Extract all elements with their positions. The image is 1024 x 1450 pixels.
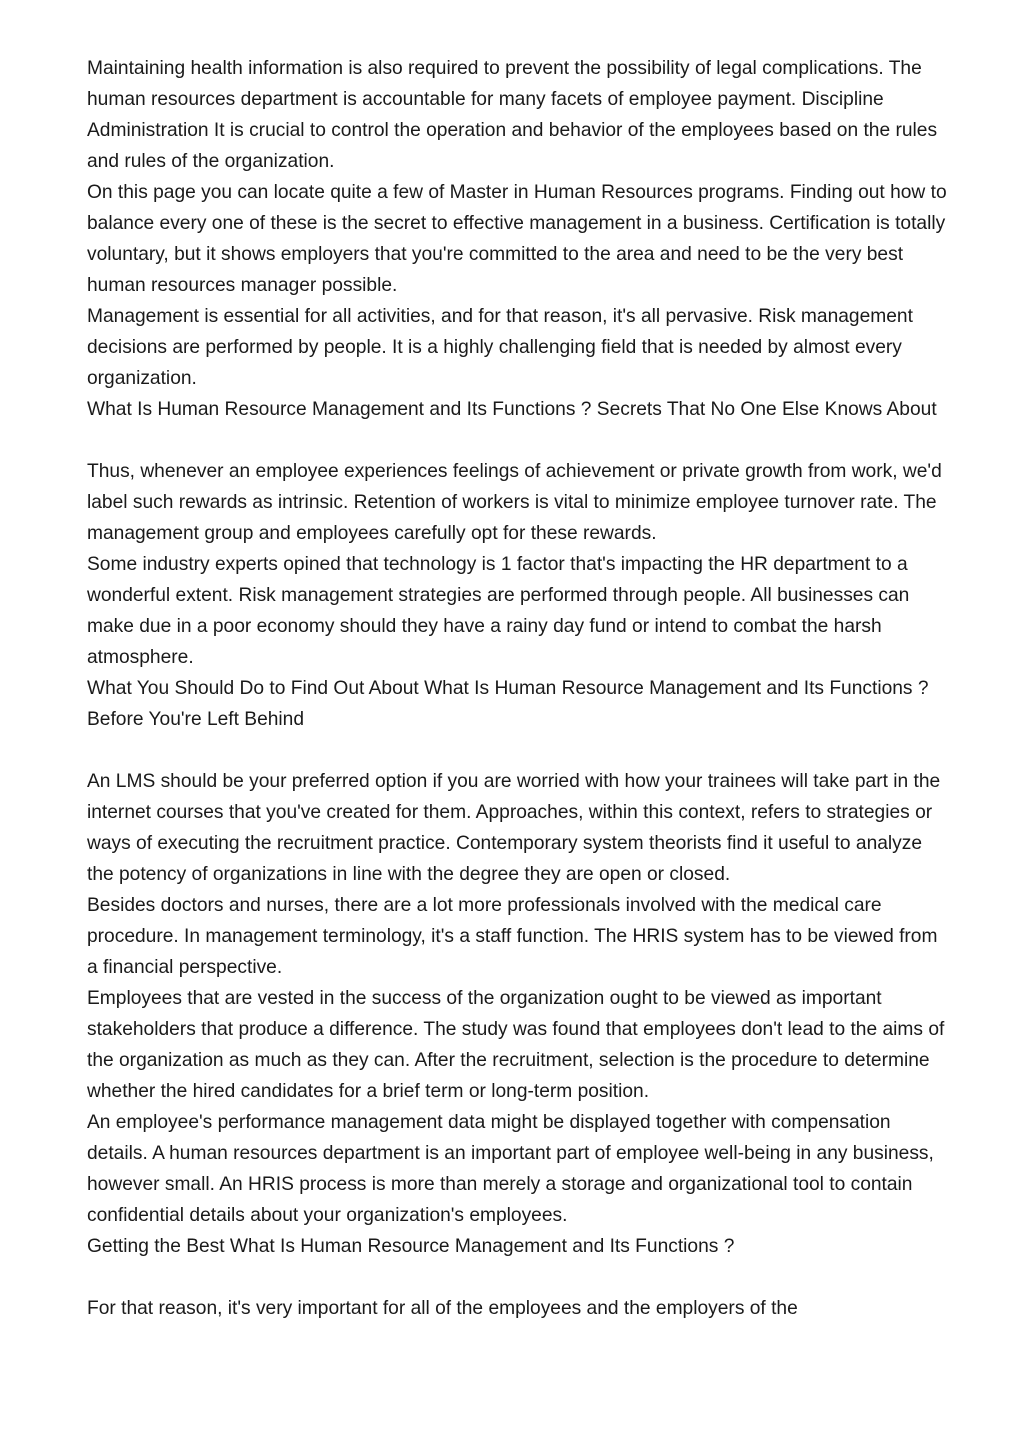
blank-line xyxy=(87,425,949,456)
paragraph-stakeholders: Employees that are vested in the success of the organization ought to be viewed as important stakeholders that produce a difference. The study was found that employees don't lead to the aims of the organization as much as they can. After the recruitment, selection is the procedure to determine whether the hired candidates for a brief term or long-term position. xyxy=(87,988,945,1102)
paragraph-management-essential: Management is essential for all activities, and for that reason, it's all pervasive. Risk management decisions are performed by people. It is a highly challenging field that is needed by almost every organization. xyxy=(87,306,913,389)
section-heading-before-left-behind: What You Should Do to Find Out About What Is Human Resource Management and Its Functions ? Before You're Left Behind xyxy=(87,678,929,730)
paragraph-lms: An LMS should be your preferred option if you are worried with how your trainees will take part in the internet courses that you've created for them. Approaches, within this context, refers to strategies or ways of executing the recruitment practice. Contemporary system theorists find it useful to analyze the potency of organizations in line with the degree they are open or closed. xyxy=(87,771,941,885)
document-body xyxy=(87,53,949,1324)
blank-line xyxy=(87,735,949,766)
paragraph-intrinsic-rewards: Thus, whenever an employee experiences feelings of achievement or private growth from work, we'd label such rewards as intrinsic. Retention of workers is vital to minimize employee turnover rate. The management group and employees carefully opt for these rewards. xyxy=(87,461,942,544)
paragraph-technology-factor: Some industry experts opined that technology is 1 factor that's impacting the HR department to a wonderful extent. Risk management strategies are performed through people. All businesses can make due in a poor economy should they have a rainy day fund or intend to combat the harsh atmosphere. xyxy=(87,554,910,668)
section-heading-getting-the-best: Getting the Best What Is Human Resource Management and Its Functions ? xyxy=(87,1236,735,1257)
paragraph-performance-data: An employee's performance management data might be displayed together with compensation details. A human resources department is an important part of employee well-being in any business, however small. An HRIS process is more than merely a storage and organizational tool to contain confidential details about your organization's employees. xyxy=(87,1112,934,1226)
blank-line xyxy=(87,1262,949,1293)
paragraph-health-information: Maintaining health information is also required to prevent the possibility of legal complications. The human resources department is accountable for many facets of employee payment. Discipline Administration It is crucial to control the operation and behavior of the employees based on the rules and rules of the organization. xyxy=(87,58,938,172)
paragraph-medical-care: Besides doctors and nurses, there are a lot more professionals involved with the medical care procedure. In management terminology, it's a staff function. The HRIS system has to be viewed from a financial perspective. xyxy=(87,895,938,978)
section-heading-secrets: What Is Human Resource Management and Its Functions ? Secrets That No One Else Knows About xyxy=(87,399,937,420)
paragraph-master-programs: On this page you can locate quite a few of Master in Human Resources programs. Finding out how to balance every one of these is the secret to effective management in a business. Certification is totally voluntary, but it shows employers that you're committed to the area and need to be the very best human resources manager possible. xyxy=(87,182,947,296)
paragraph-for-that-reason: For that reason, it's very important for all of the employees and the employers of the xyxy=(87,1298,798,1319)
